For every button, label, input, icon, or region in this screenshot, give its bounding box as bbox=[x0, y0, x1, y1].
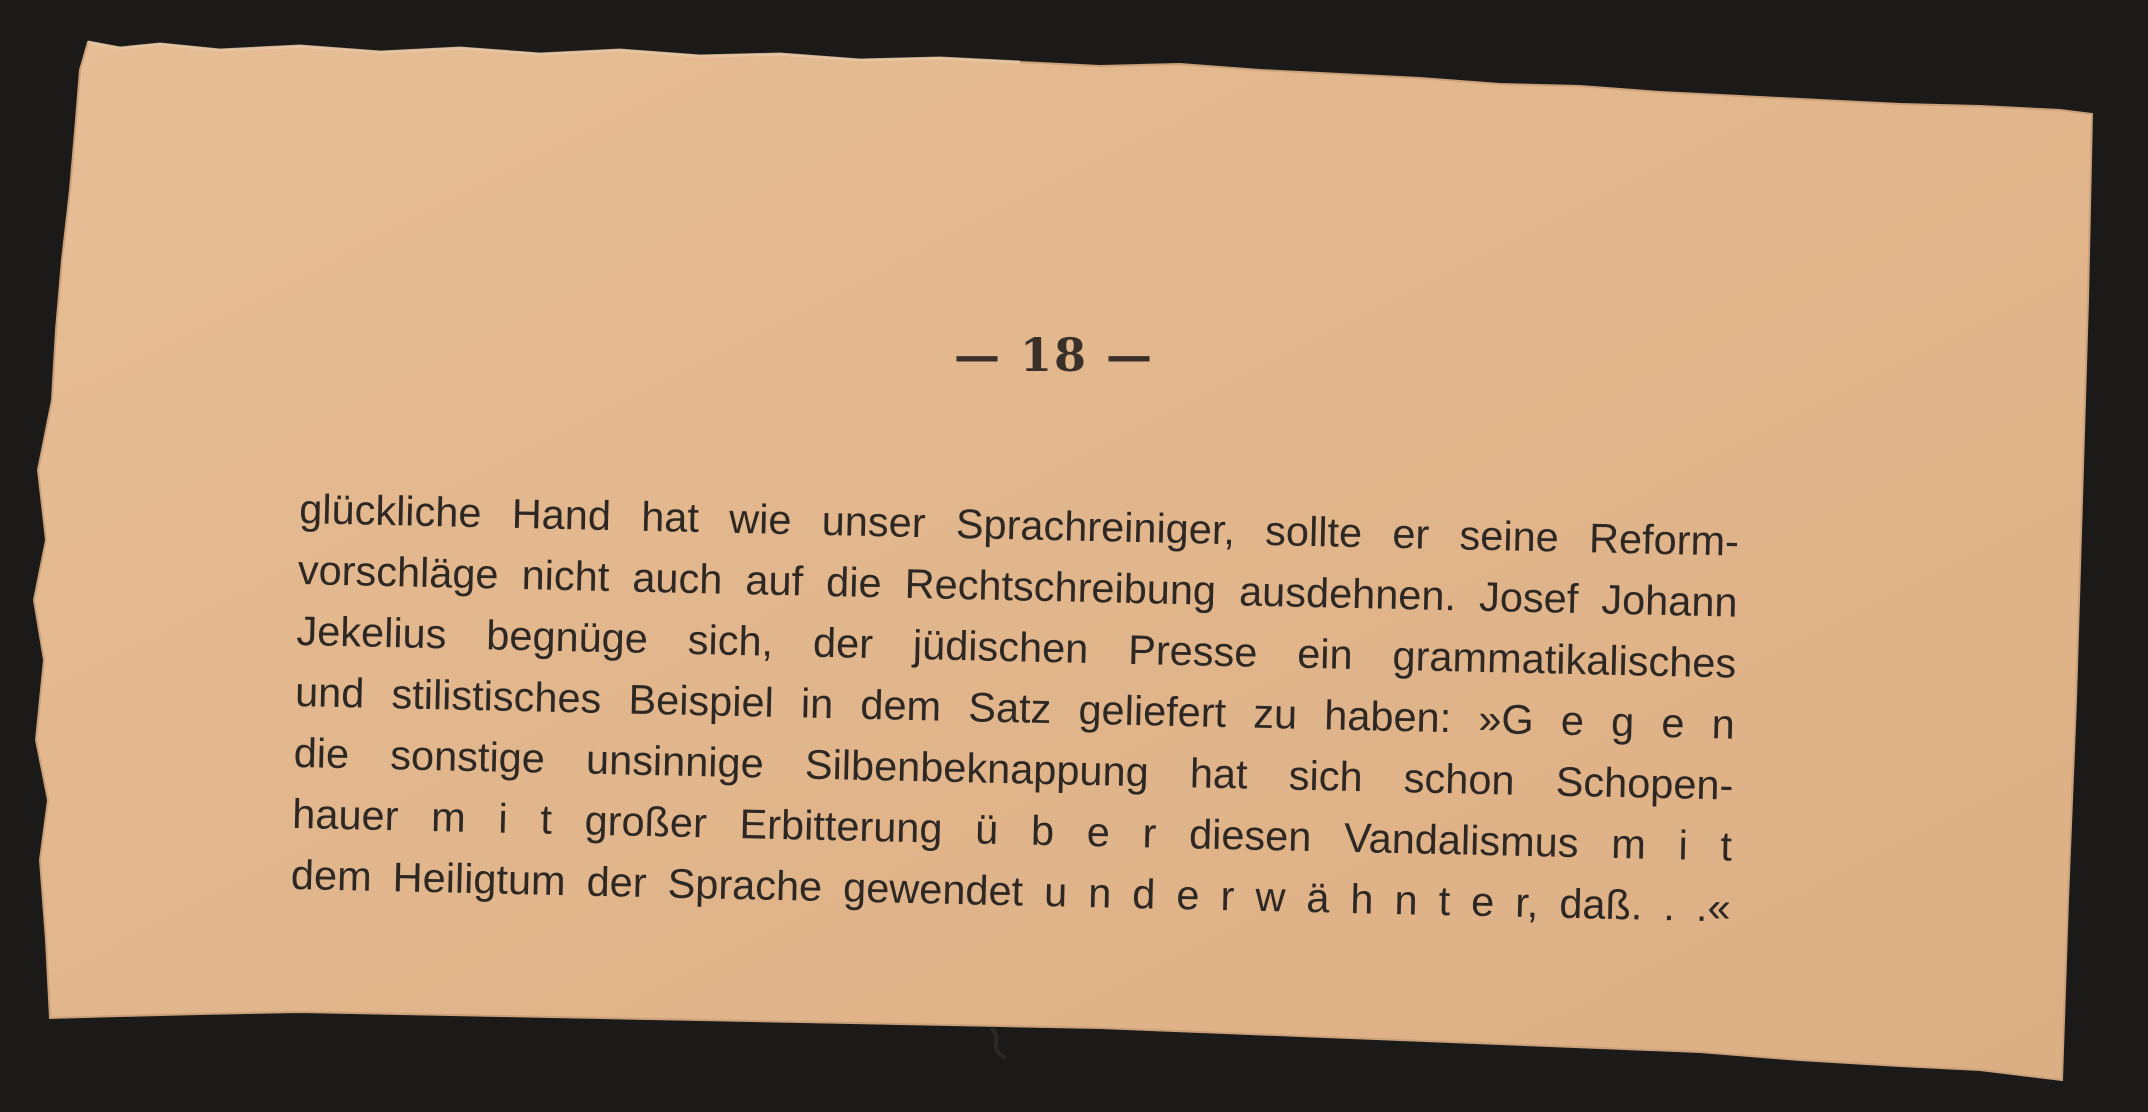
text-line: hauer m i t großer Erbitterung ü b e r diesen Vandalismus m i t bbox=[291, 789, 1733, 870]
text-line: die sonstige unsinnige Silbenbeknappung hat sich schon Schopen- bbox=[293, 728, 1734, 809]
page-number: — 18 — bbox=[953, 328, 1155, 382]
ink-tick-mark bbox=[992, 1028, 1006, 1058]
text-line: Jekelius begnüge sich, der jüdischen Presse ein grammatikalisches bbox=[296, 606, 1737, 687]
text-line: vorschläge nicht auch auf die Rechtschreibung ausdehnen. Josef Johann bbox=[297, 545, 1739, 626]
text-line: und stilistisches Beispiel in dem Satz geliefert zu haben: »G e g e n bbox=[294, 667, 1736, 748]
body-text bbox=[290, 478, 1739, 938]
text-line: dem Heiligtum der Sprache gewendet u n d e r w ä h n t e r, daß. . .« bbox=[290, 850, 1732, 931]
text-line: glückliche Hand hat wie unser Sprachreiniger, sollte er seine Reform- bbox=[298, 484, 1740, 565]
